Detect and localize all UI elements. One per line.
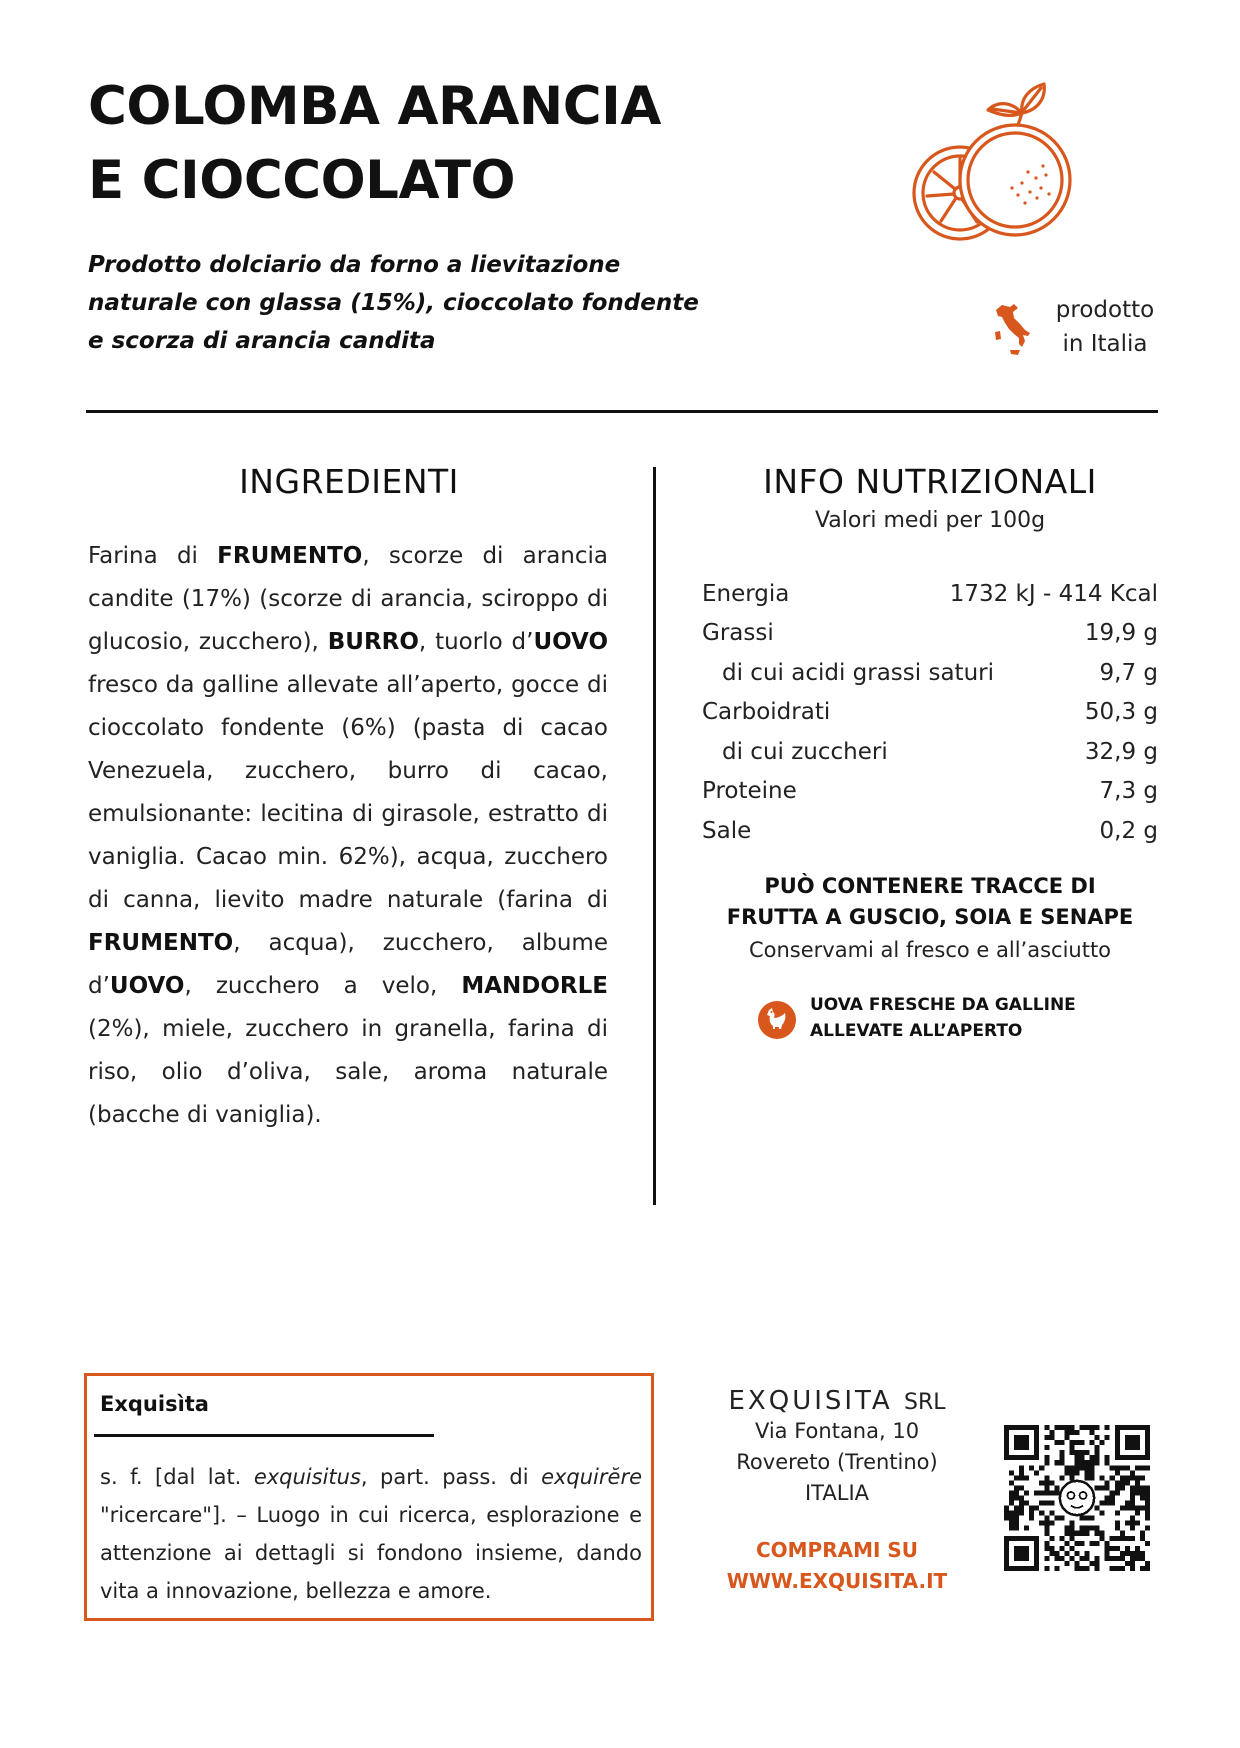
product-title-line1: COLOMBA ARANCIA	[88, 76, 661, 137]
product-description-line1: Prodotto dolciario da forno a lievitazione	[88, 252, 621, 278]
qr-code-icon[interactable]	[1004, 1425, 1150, 1571]
allergen-warning	[700, 871, 1160, 933]
eggs-line1: UOVA FRESCHE DA GALLINE	[810, 995, 1076, 1015]
company-city: Rovereto (Trentino)	[736, 1450, 938, 1474]
ingredient-text-run: , scorze di arancia candite (17%) (scorze di arancia, sciroppo di glucosio, zucchero),	[88, 543, 609, 655]
nutrition-subheading: Valori medi per 100g	[814, 508, 1046, 533]
hen-icon	[757, 1000, 797, 1040]
ingredient-text-run: , zucchero a velo,	[184, 973, 462, 999]
definition-word: Exquisìta	[100, 1392, 209, 1416]
buy-online-link[interactable]	[702, 1535, 972, 1597]
latin-term: exquirĕre	[541, 1465, 642, 1489]
nutrition-value: 50,3 g	[1084, 699, 1158, 726]
ingredient-text-run: , acqua), zucchero, albume d’	[88, 930, 608, 999]
product-title-line2: E CIOCCOLATO	[88, 150, 516, 211]
orange-fruit-icon	[910, 80, 1080, 250]
company-country: ITALIA	[804, 1481, 869, 1505]
allergen-word: UOVO	[109, 973, 185, 999]
allergen-line1: PUÒ CONTENERE TRACCE DI	[764, 874, 1096, 898]
nutrition-heading: INFO NUTRIZIONALI	[763, 462, 1097, 501]
product-description	[88, 246, 808, 360]
definition-text-run: s. f. [dal lat.	[100, 1465, 254, 1489]
product-description-line3: e scorza di arancia candita	[88, 328, 436, 354]
nutrition-row	[702, 574, 1158, 614]
nutrition-label: di cui zuccheri	[722, 738, 888, 765]
ingredient-text-run: Farina di	[88, 543, 218, 569]
nutrition-row	[702, 811, 1158, 851]
nutrition-label: di cui acidi grassi saturi	[722, 659, 994, 686]
nutrition-table	[702, 574, 1158, 851]
allergen-line2: FRUTTA A GUSCIO, SOIA E SENAPE	[726, 905, 1134, 929]
nutrition-value: 7,3 g	[1099, 778, 1158, 805]
nutrition-value: 0,2 g	[1099, 817, 1158, 844]
allergen-word: FRUMENTO	[217, 543, 363, 569]
latin-term: exquisitus	[253, 1465, 361, 1489]
allergen-word: UOVO	[533, 629, 608, 655]
nutrition-row	[702, 614, 1158, 654]
buy-url[interactable]: WWW.EXQUISITA.IT	[726, 1569, 948, 1593]
nutrition-value: 1732 kJ - 414 Kcal	[949, 580, 1158, 607]
definition-divider	[94, 1434, 434, 1437]
ingredient-text-run: fresco da galline allevate all’aperto, gocce di cioccolato fondente (6%) (pasta di cacao Venezuela, zucchero, burro di cacao, emulsionante: lecitina di girasole, estratto di vaniglia. Cacao min. 62%), acqua, zucchero di canna, lievito madre naturale (farina di	[88, 672, 608, 913]
made-in-italy-label	[990, 293, 1220, 361]
eggs-line2: ALLEVATE ALL’APERTO	[810, 1021, 1023, 1041]
company-brand: EXQUISITA	[728, 1386, 893, 1416]
allergen-word: BURRO	[327, 629, 419, 655]
ingredients-text	[88, 535, 608, 1137]
nutrition-value: 32,9 g	[1084, 738, 1158, 765]
nutrition-label: Proteine	[702, 778, 797, 805]
free-range-eggs-label	[810, 992, 1130, 1044]
nutrition-row	[702, 732, 1158, 772]
nutrition-row	[702, 653, 1158, 693]
nutrition-label: Sale	[702, 817, 752, 844]
allergen-word: MANDORLE	[461, 973, 608, 999]
nutrition-label: Energia	[702, 580, 790, 607]
storage-instructions: Conservami al fresco e all’asciutto	[748, 938, 1112, 962]
ingredient-text-run: , tuorlo d’	[418, 629, 534, 655]
ingredients-heading: INGREDIENTI	[239, 462, 459, 501]
company-name	[712, 1386, 962, 1416]
ingredient-text-run: (2%), miele, zucchero in granella, farina di riso, olio d’oliva, sale, aroma naturale (bacche di vaniglia).	[88, 1016, 608, 1128]
company-address	[712, 1386, 962, 1509]
header-divider	[86, 410, 1158, 413]
nutrition-value: 19,9 g	[1084, 620, 1158, 647]
allergen-word: FRUMENTO	[88, 930, 234, 956]
definition-text-run: , part. pass. di	[360, 1465, 542, 1489]
nutrition-value: 9,7 g	[1099, 659, 1158, 686]
nutrition-label: Carboidrati	[702, 699, 831, 726]
nutrition-row	[702, 772, 1158, 812]
definition-text	[100, 1458, 642, 1610]
definition-text-run: "ricercare"]. – Luogo in cui ricerca, esplorazione e attenzione ai dettagli si fondono insieme, dando vita a innovazione, bellezza e amore.	[100, 1503, 642, 1603]
nutrition-label: Grassi	[702, 620, 774, 647]
company-street: Via Fontana, 10	[754, 1419, 920, 1443]
product-title	[88, 70, 848, 218]
made-in-line1: prodotto	[1055, 297, 1155, 323]
buy-line1: COMPRAMI SU	[755, 1538, 919, 1562]
nutrition-row	[702, 693, 1158, 733]
column-divider	[653, 467, 656, 1205]
product-description-line2: naturale con glassa (15%), cioccolato fondente	[88, 290, 699, 316]
made-in-line2: in Italia	[1062, 331, 1148, 357]
company-suffix: SRL	[903, 1390, 946, 1415]
